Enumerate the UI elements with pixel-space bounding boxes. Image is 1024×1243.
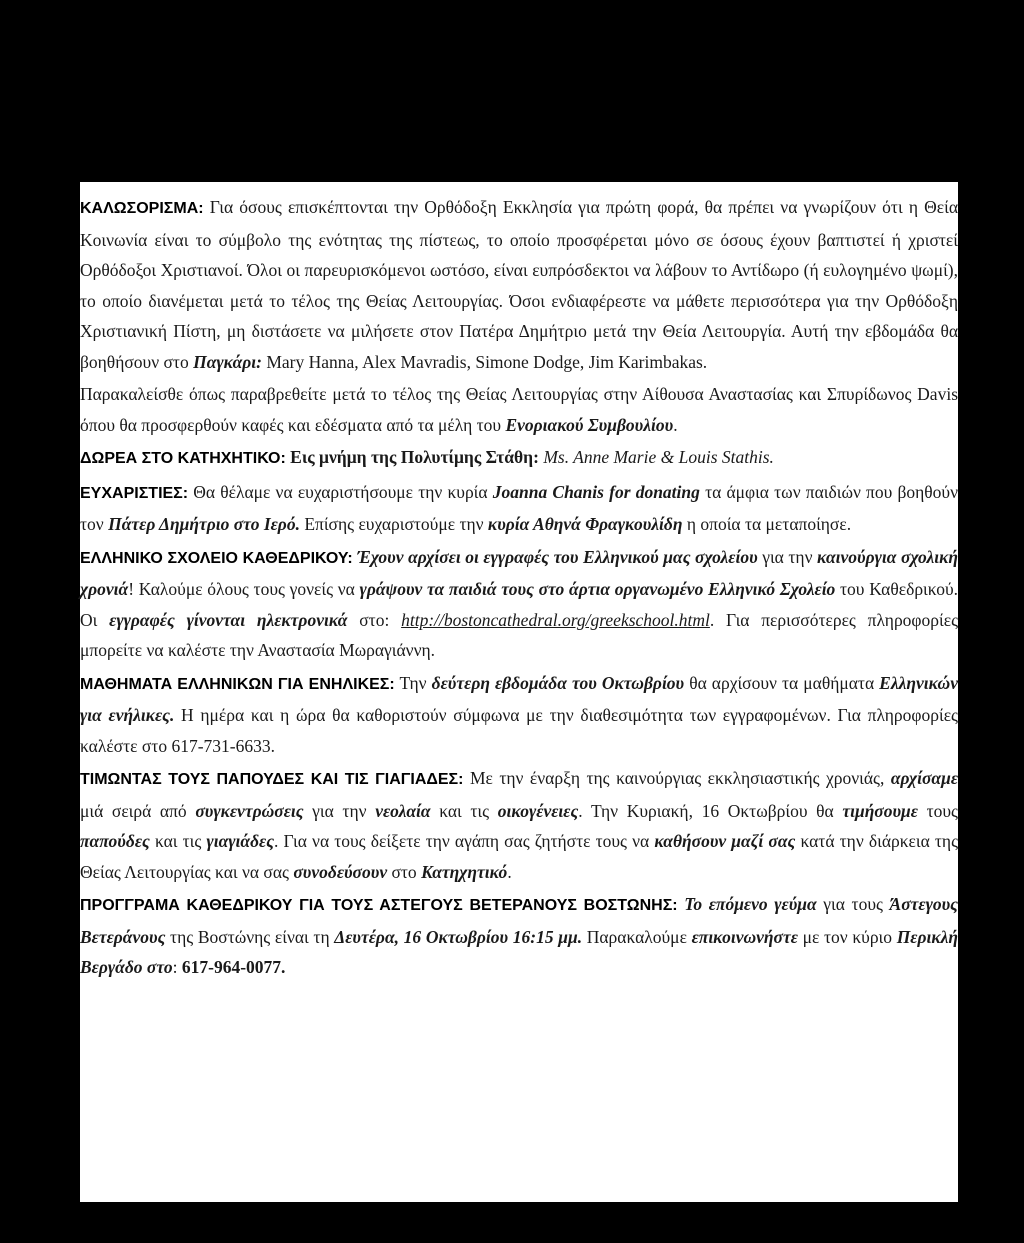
greek-school-text-4: στο: [347, 609, 402, 630]
donation-paragraph [80, 442, 958, 475]
gp-text-8: . Για να τους δείξετε την αγάπη σας ζητήστε τους να [274, 831, 655, 851]
gp-text-6: τους [917, 800, 958, 821]
vet-text-3: Παρακαλούμε [582, 926, 692, 947]
greek-school-bold-4: εγγραφές γίνονται ηλεκτρονικά [109, 609, 348, 630]
gp-bold-5: τιμήσουμε [842, 800, 918, 821]
donation-donors: Ms. Anne Marie & Louis Stathis. [538, 447, 774, 467]
greek-school-link[interactable]: http://bostoncathedral.org/greekschool.html [401, 609, 710, 630]
coffee-end: . [673, 414, 678, 435]
greek-school-text-2: ! Καλούμε όλους τους γονείς να [128, 579, 360, 599]
coffee-text: Παρακαλείσθε όπως παραβρεθείτε μετά το τέλος της Θείας Λειτουργίας στην Αίθουσα Αναστασίας και Σπυρίδωνος Davis όπου θα προσφερθούν καφές και εδέσματα από τα μέλη του [80, 384, 958, 435]
gp-bold-2: συγκεντρώσεις [195, 800, 304, 821]
gp-bold-9: συνοδεύσουν [293, 861, 388, 882]
gp-text-10: στο [387, 861, 422, 882]
vet-text-4: με τον κύριο [797, 926, 897, 947]
gp-bold-10: Κατηχητικό [421, 861, 508, 882]
gp-bold-6: παπούδες [80, 831, 150, 851]
thanks-bold-3: κυρία Αθηνά Φραγκουλίδη [487, 514, 683, 534]
donation-memory: Εις μνήμη της Πολυτίμης Στάθη: [285, 447, 539, 467]
council-name: Ενοριακού Συμβουλίου [505, 414, 674, 435]
bulletin-page [80, 182, 958, 1202]
header-bar [80, 124, 958, 176]
greek-school-text-5: . Για περισσότερες πληροφορίες μπορείτε να καλέστε την Αναστασία Μωραγιάννη. [80, 609, 959, 660]
adult-lessons-heading: ΜΑΘΗΜΑΤΑ ΕΛΛΗΝΙΚΩΝ ΓΙΑ ΕΝΗΛΙΚΕΣ: [80, 675, 395, 693]
thanks-paragraph [80, 477, 958, 540]
vet-bold-1: Το επόμενο γεύμα [677, 894, 817, 914]
grandparents-heading: ΤΙΜΩΝΤΑΣ ΤΟΥΣ ΠΑΠΟΥΔΕΣ ΚΑΙ ΤΙΣ ΓΙΑΓΙΑΔΕΣ: [80, 771, 464, 788]
grandparents-paragraph [80, 763, 958, 887]
adult-lessons-text-1: Την [394, 672, 432, 693]
gp-text-9: κατά την διάρκεια της Θείας Λειτουργίας και να σας [80, 831, 959, 882]
veterans-phone: 617-964-0077. [181, 957, 286, 977]
gp-text-2: μιά σειρά από [80, 800, 196, 821]
gp-bold-3: νεολαία [375, 800, 431, 821]
greek-school-bold-2: καινούργια σχολική χρονιά [80, 546, 958, 599]
adult-lessons-paragraph [80, 668, 958, 762]
donation-heading: ΔΩΡΕΑ ΣΤΟ ΚΑΤΗΧΗΤΙΚΟ: [80, 450, 286, 467]
coffee-paragraph [80, 379, 958, 440]
veterans-paragraph [80, 889, 958, 983]
gp-text-1: Με την έναρξη της καινούργιας εκκλησιαστικής χρονιάς, [463, 768, 891, 788]
gp-bold-8: καθήσουν μαζί σας [654, 831, 796, 851]
thanks-text-1: Θα θέλαμε να ευχαριστήσουμε την κυρία [188, 481, 493, 502]
gp-text-11: . [507, 861, 512, 882]
gp-bold-4: οικογένειες [497, 800, 579, 821]
veterans-heading: ΠΡΟΓΓΡΑΜΑ ΚΑΘΕΔΡΙΚΟΥ ΓΙΑ ΤΟΥΣ ΑΣΤΕΓΟΥΣ ΒΕΤΕΡΑΝΟΥΣ ΒΟΣΤΩΝΗΣ: [80, 897, 678, 914]
welcome-heading: ΚΑΛΩΣΟΡΙΣΜΑ: [80, 200, 204, 217]
gp-text-4: και τις [430, 800, 498, 821]
greek-school-text-1: για την [757, 546, 818, 567]
vet-text-2: της Βοστώνης είναι τη [165, 926, 335, 947]
greek-school-paragraph [80, 542, 958, 666]
adult-lessons-text-2: θα αρχίσουν τα μαθήματα [684, 672, 880, 693]
vet-text-5: : [172, 957, 182, 977]
helpers-list: Mary Hanna, Alex Mavradis, Simone Dodge, Jim Karimbakas. [261, 351, 708, 372]
greek-school-heading: ΕΛΛΗΝΙΚΟ ΣΧΟΛΕΙΟ ΚΑΘΕΔΡΙΚΟΥ: [80, 549, 353, 567]
greek-school-bold-1: Έχουν αρχίσει οι εγγραφές του Ελληνικού μας σχολείου [352, 546, 758, 567]
greek-school-bold-3: γράψουν τα παιδιά τους στο άρτια οργανωμένο Ελληνικό Σχολείο [359, 579, 836, 599]
welcome-paragraph [80, 192, 958, 377]
greek-school-text-3: του Καθεδρικού. Οι [80, 579, 958, 630]
thanks-text-4: η οποία τα μεταποίησε. [682, 514, 852, 534]
thanks-heading: ΕΥΧΑΡΙΣΤΙΕΣ: [80, 484, 189, 502]
thanks-text-3: Επίσης ευχαριστούμε την [299, 514, 488, 534]
gp-text-5: . Την Κυριακή, 16 Οκτωβρίου θα [578, 800, 843, 821]
thanks-bold-1: Joanna Chanis for donating [492, 481, 700, 502]
gp-bold-1: αρχίσαμε [890, 768, 959, 788]
thanks-bold-2: Πάτερ Δημήτριο στο Ιερό. [108, 514, 300, 534]
gp-bold-7: γιαγιάδες [206, 831, 275, 851]
pangari-label: Παγκάρι: [193, 351, 262, 372]
adult-lessons-bold-1: δεύτερη εβδομάδα του Οκτωβρίου [431, 672, 685, 693]
thanks-text-2: τα άμφια των παιδιών που βοηθούν τον [80, 481, 959, 534]
adult-lessons-text-3: Η ημέρα και η ώρα θα καθοριστούν σύμφωνα με την διαθεσιμότητα των εγγραφομένων. Για πληροφορίες καλέστε στο 617-731-6633. [80, 705, 958, 756]
vet-bold-4: επικοινωνήστε [691, 926, 798, 947]
vet-text-1: για τους [816, 894, 890, 914]
vet-bold-5: Περικλή Βεργάδο στο [80, 926, 958, 977]
adult-lessons-bold-2: Ελληνικών για ενήλικες. [80, 672, 958, 725]
welcome-text: Για όσους επισκέπτονται την Ορθόδοξη Εκκλησία για πρώτη φορά, θα πρέπει να γνωρίζουν ότι η Θεία Κοινωνία είναι το σύμβολο της ενότητας της πίστεως, το οποίο προσφέρεται μόνο σε όσους έχουν βαπτιστεί ή χριστεί Ορθόδοξοι Χριστιανοί. Όλοι οι παρευρισκόμενοι ωστόσο, είναι ευπρόσδεκτοι να λάβουν το Αντίδωρο (ή ευλογημένο ψωμί), το οποίο διανέμεται μετά το τέλος της Θείας Λειτουργίας. Όσοι ενδιαφέρεστε να μάθετε περισσότερα για την Ορθόδοξη Χριστιανική Πίστη, μη διστάσετε να μιλήσετε στον Πατέρα Δημήτριο μετά την Θεία Λειτουργία. Αυτή την εβδομάδα θα βοηθήσουν στο [80, 197, 958, 372]
vet-bold-3: Δευτέρα, 16 Οκτωβρίου 16:15 μμ. [334, 926, 583, 947]
vet-bold-2: Άστεγους Βετεράνους [80, 894, 958, 947]
gp-text-7: και τις [149, 831, 207, 851]
gp-text-3: για την [303, 800, 376, 821]
